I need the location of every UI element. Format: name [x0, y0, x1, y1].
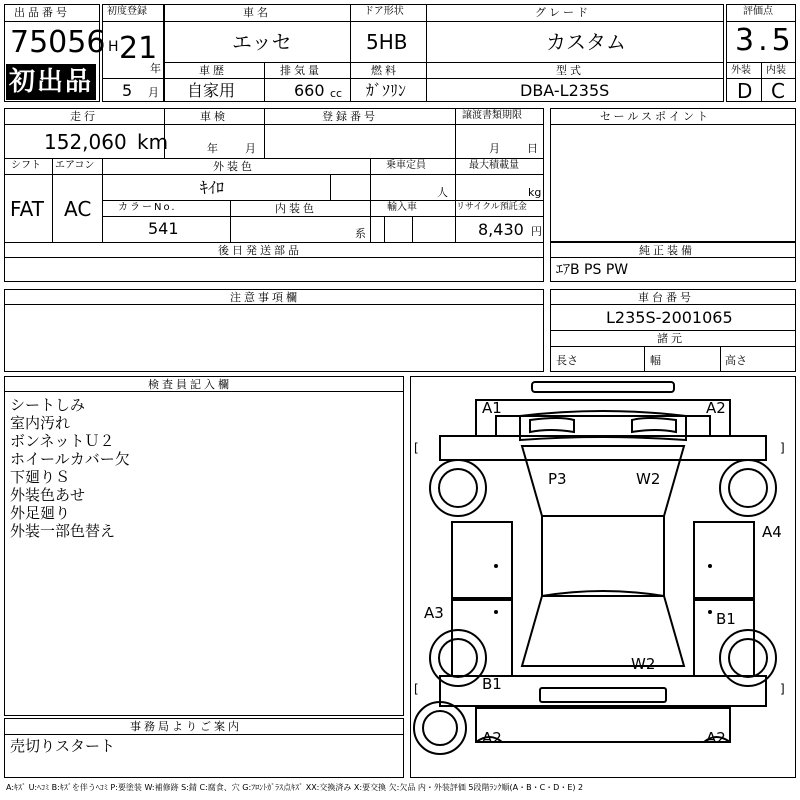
- door-type: 5HB: [366, 30, 408, 54]
- exterior-grade: D: [737, 79, 753, 103]
- recycle-fee: 8,430: [478, 220, 524, 239]
- fuel: ｶﾞｿﾘﾝ: [366, 81, 407, 100]
- grade: カスタム: [546, 30, 626, 54]
- color-number: 541: [148, 219, 179, 238]
- import-label: 輸入車: [387, 202, 417, 213]
- year-unit: 年: [150, 62, 161, 75]
- interior-label: 内装: [766, 65, 786, 76]
- inspection-label: 車検: [200, 110, 228, 123]
- shift: FAT: [10, 197, 45, 221]
- legend: A:ｷｽﾞ U:ﾍｺﾐ B:ｷｽﾞを伴うﾍｺﾐ P:要塗装 W:補修跡 S:錆 C:腐食、穴 G:ﾌﾛﾝﾄｶﾞﾗｽ点ｷｽﾞ XX:交換済み X:要交換 欠:欠品 内・外装評価 5段階ﾗﾝｸ順(A・B・C・D・E) 2: [6, 783, 584, 792]
- notes-label: 注意事項欄: [230, 291, 300, 304]
- vehicle-history: 自家用: [187, 81, 236, 100]
- car-name: エッセ: [232, 30, 292, 54]
- length-label: 長さ: [556, 354, 578, 367]
- damage-mark: A3: [424, 604, 444, 622]
- damage-mark: A2: [482, 729, 502, 747]
- damage-mark: W2: [631, 655, 656, 673]
- exterior-color-label: 外装色: [213, 160, 255, 173]
- inspector-note: 外装一部色替え: [10, 522, 116, 540]
- capacity-label: 乗車定員: [386, 160, 426, 171]
- registration-year: 21: [119, 31, 158, 66]
- shift-label: シフト: [11, 160, 41, 171]
- exterior-label: 外装: [731, 65, 751, 76]
- inspector-notes-list: [10, 396, 130, 540]
- color-number-label: カラーNo.: [118, 202, 177, 213]
- door-label: ドア形状: [364, 6, 404, 17]
- month-unit: 月: [148, 86, 159, 99]
- recycle-label: リサイクル預託金: [456, 202, 527, 212]
- registration-number-label: 登録番号: [322, 110, 378, 123]
- bracket: ]: [780, 682, 785, 696]
- grade-label: グレード: [535, 6, 591, 19]
- displacement-label: 排気量: [280, 64, 322, 77]
- lot-number: 75056: [10, 25, 106, 60]
- era-mark: H: [108, 39, 119, 55]
- bracket: ]: [780, 441, 785, 455]
- damage-mark: B1: [482, 675, 502, 693]
- damage-mark: A2: [706, 729, 726, 747]
- displacement: 660: [294, 81, 325, 100]
- bracket: [: [414, 682, 419, 696]
- lot-label: 出品番号: [14, 6, 70, 19]
- interior-color-unit: 系: [355, 227, 366, 240]
- aircon-label: エアコン: [55, 160, 95, 171]
- chassis-label: 車台番号: [638, 291, 694, 304]
- mileage: 152,060: [44, 130, 127, 154]
- dims-label: 諸元: [657, 332, 685, 345]
- inspector-note: 外足廻り: [10, 504, 71, 522]
- recycle-unit: 円: [531, 225, 542, 238]
- damage-mark: P3: [548, 470, 567, 488]
- registration-month: 5: [122, 81, 133, 100]
- displacement-unit: cc: [330, 87, 343, 100]
- equipment: ｴｱB PS PW: [556, 262, 629, 278]
- inspector-note: 室内汚れ: [10, 414, 71, 432]
- mileage-label: 走行: [70, 110, 98, 123]
- detail-table: [4, 108, 544, 243]
- max-load-unit: kg: [528, 186, 542, 199]
- mileage-unit: km: [137, 130, 169, 154]
- bracket: [: [414, 441, 419, 455]
- sales-point-box: [550, 108, 796, 242]
- interior-color-label: 内装色: [275, 202, 317, 215]
- damage-mark: A2: [706, 399, 726, 417]
- car-outline-diagram: [410, 376, 796, 778]
- fuel-label: 燃料: [371, 64, 399, 77]
- aircon: AC: [64, 197, 92, 221]
- interior-grade: C: [771, 79, 785, 103]
- transfer-day-unit: 日: [527, 142, 538, 155]
- transfer-deadline-label: 譲渡書類期限: [462, 110, 522, 121]
- max-load-label: 最大積載量: [469, 160, 519, 171]
- inspection-month-unit: 月: [245, 142, 256, 155]
- capacity-unit: 人: [437, 186, 448, 199]
- inspection-year-unit: 年: [207, 142, 218, 155]
- inspector-note: ホイールカバー欠: [10, 450, 130, 468]
- damage-mark: A4: [762, 523, 782, 541]
- inspector-note: 下廻りＳ: [10, 468, 71, 486]
- registration-label: 初度登録: [107, 6, 147, 17]
- exterior-color: ｷｲﾛ: [200, 178, 225, 197]
- office-label: 事務局よりご案内: [130, 720, 242, 733]
- history-label: 車歴: [199, 64, 227, 77]
- chassis-number: L235S-2001065: [606, 308, 733, 327]
- sales-point-label: セールスポイント: [600, 110, 712, 123]
- height-label: 高さ: [725, 354, 747, 367]
- score-label: 評価点: [743, 6, 773, 17]
- damage-mark: B1: [716, 610, 736, 628]
- inspector-note: ボンネットＵ２: [10, 432, 115, 450]
- car-name-label: 車名: [243, 6, 271, 19]
- inspector-note: 外装色あせ: [10, 486, 86, 504]
- model-code: DBA-L235S: [520, 81, 610, 100]
- damage-mark: W2: [636, 470, 661, 488]
- inspector-note: シートしみ: [10, 396, 86, 414]
- damage-mark: A1: [482, 399, 502, 417]
- later-parts-label: 後日発送部品: [218, 244, 302, 257]
- office-text: 売切りスタート: [10, 737, 116, 755]
- transfer-month-unit: 月: [489, 142, 500, 155]
- inspector-label: 検査員記入欄: [148, 378, 232, 391]
- first-listing-badge: 初出品: [6, 64, 96, 100]
- equipment-label: 純正装備: [639, 244, 695, 257]
- model-label: 型式: [556, 64, 584, 77]
- score: 3.5: [735, 23, 795, 58]
- width-label: 幅: [650, 354, 661, 367]
